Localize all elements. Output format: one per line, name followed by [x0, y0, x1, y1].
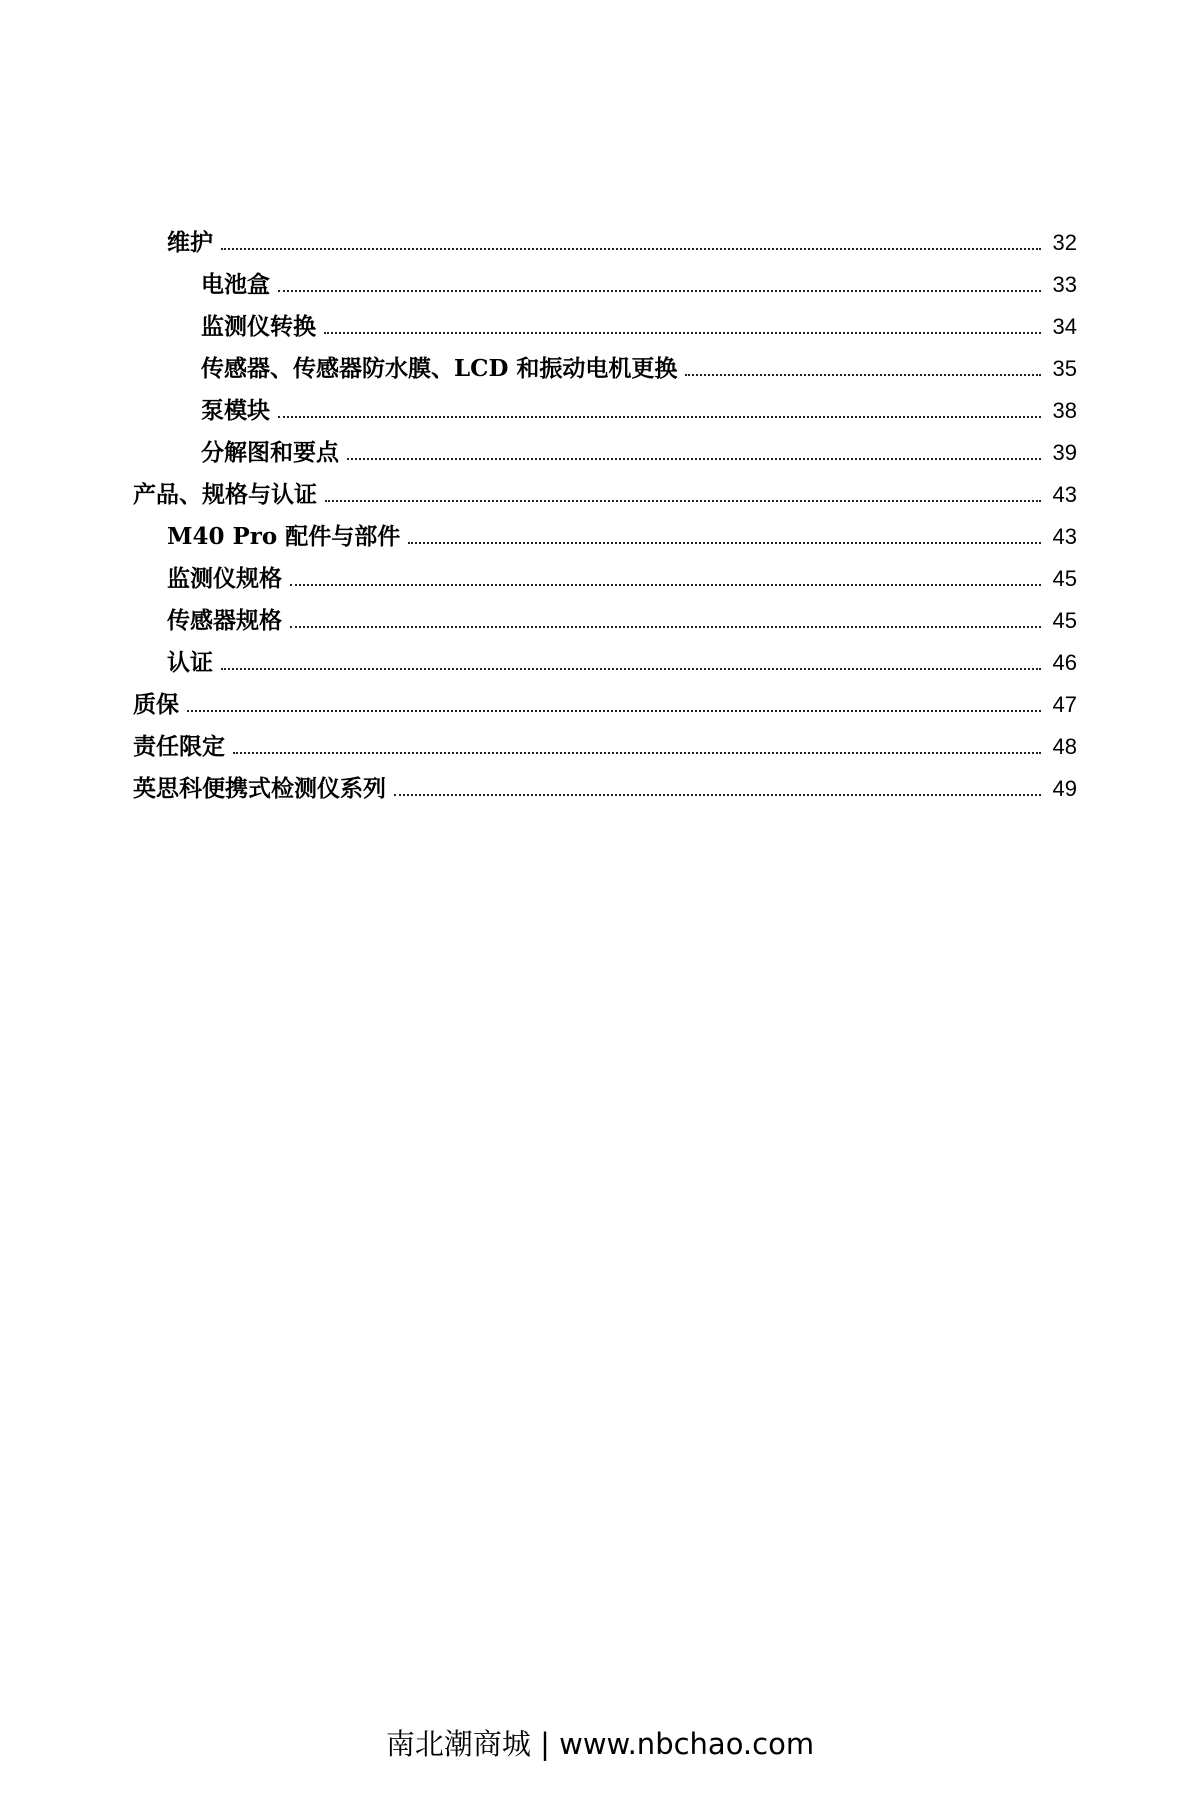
toc-entry-title: 责任限定 [133, 733, 225, 760]
toc-entry-page: 32 [1052, 230, 1077, 255]
dot-leader [278, 416, 1041, 418]
toc-entry[interactable] [133, 477, 1077, 513]
dot-leader [325, 500, 1041, 502]
toc-entry-title: 质保 [133, 691, 179, 718]
toc-entry[interactable] [167, 603, 1077, 639]
toc-entry[interactable] [167, 519, 1077, 555]
toc-entry-page: 35 [1052, 356, 1077, 381]
toc-entry[interactable] [201, 267, 1077, 303]
dot-leader [221, 248, 1041, 250]
toc-entry-title: 认证 [167, 649, 213, 676]
toc-entry[interactable] [133, 687, 1077, 723]
toc-entry-page: 38 [1052, 398, 1077, 423]
toc-entry[interactable] [133, 771, 1077, 807]
toc-entry-page: 47 [1052, 692, 1077, 717]
toc-entry[interactable] [201, 309, 1077, 345]
toc-entry-title: 英思科便携式检测仪系列 [133, 775, 386, 802]
dot-leader [187, 710, 1041, 712]
toc-entry[interactable] [167, 225, 1077, 261]
toc-entry-page: 34 [1052, 314, 1077, 339]
dot-leader [394, 794, 1041, 796]
toc-entry-title: 监测仪规格 [167, 565, 282, 592]
toc-entry-page: 43 [1052, 482, 1077, 507]
toc-entry-title: 维护 [167, 229, 213, 256]
dot-leader [685, 374, 1041, 376]
toc-entry[interactable] [133, 729, 1077, 765]
toc-entry-title: 产品、规格与认证 [133, 481, 317, 508]
dot-leader [233, 752, 1041, 754]
toc-entry-title: 传感器规格 [167, 607, 282, 634]
dot-leader [324, 332, 1041, 334]
toc-entry-title: 监测仪转换 [201, 313, 316, 340]
toc-entry-title: M40 Pro 配件与部件 [167, 523, 401, 550]
toc-entry-page: 45 [1052, 608, 1077, 633]
toc-entry[interactable] [201, 351, 1077, 387]
toc-entry[interactable] [167, 561, 1077, 597]
dot-leader [408, 542, 1041, 544]
toc-entry[interactable] [167, 645, 1077, 681]
toc-entry[interactable] [201, 393, 1077, 429]
toc-entry-page: 33 [1052, 272, 1077, 297]
toc-entry-page: 46 [1052, 650, 1077, 675]
toc-entry-title: 泵模块 [201, 397, 270, 424]
toc-entry-title: 传感器、传感器防水膜、LCD 和振动电机更换 [201, 355, 678, 382]
dot-leader [347, 458, 1041, 460]
toc-entry[interactable] [201, 435, 1077, 471]
toc-entry-page: 39 [1052, 440, 1077, 465]
toc-entry-title: 电池盒 [201, 271, 270, 298]
toc-entry-page: 43 [1052, 524, 1077, 549]
toc-entry-page: 49 [1052, 776, 1077, 801]
dot-leader [278, 290, 1041, 292]
dot-leader [221, 668, 1041, 670]
dot-leader [290, 626, 1041, 628]
toc-entry-page: 45 [1052, 566, 1077, 591]
dot-leader [290, 584, 1041, 586]
toc-entry-title: 分解图和要点 [201, 439, 339, 466]
toc-entry-page: 48 [1052, 734, 1077, 759]
footer-watermark: 南北潮商城 | www.nbchao.com [385, 1727, 815, 1761]
